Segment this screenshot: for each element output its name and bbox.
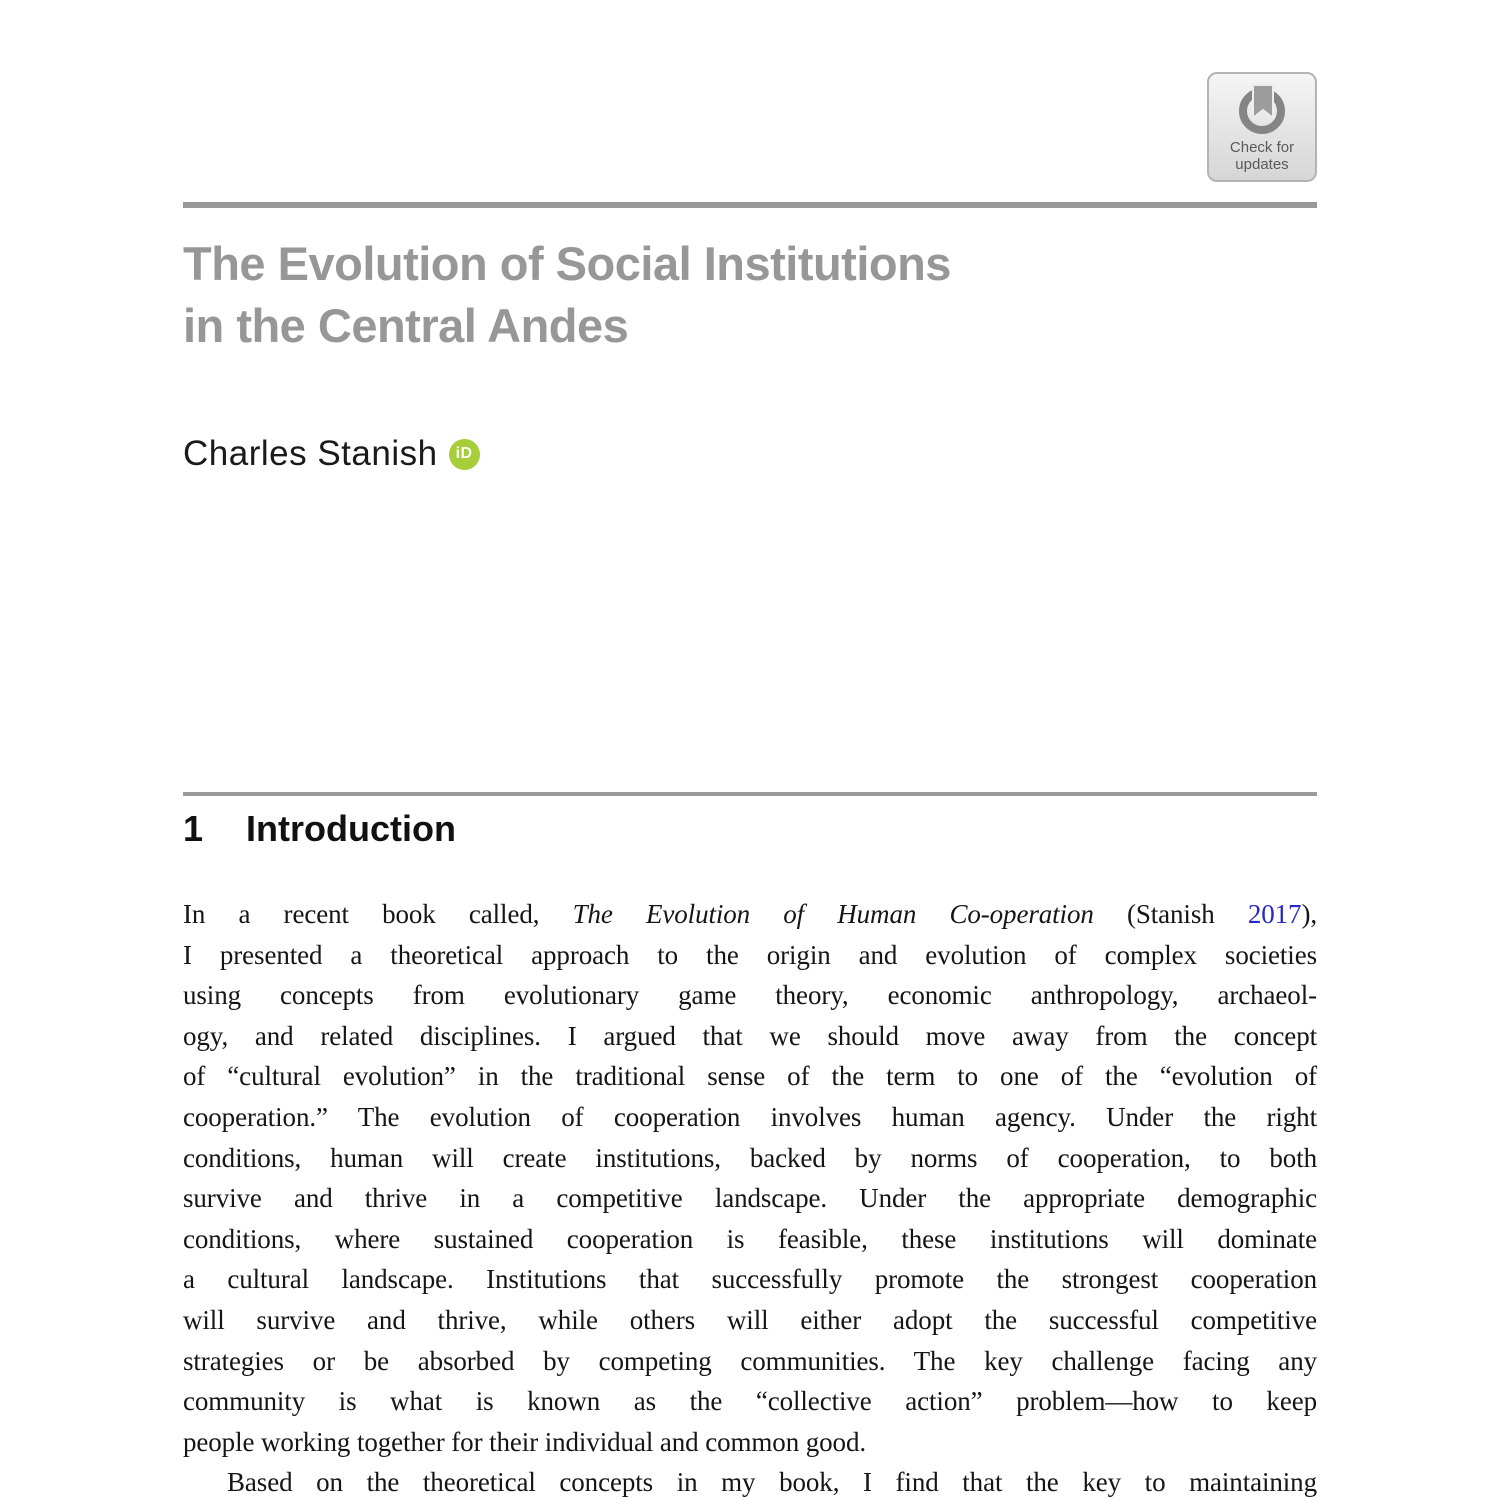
top-divider xyxy=(183,202,1317,208)
introduction-body xyxy=(183,894,1317,1500)
body-line: I presented a theoretical approach to the origin and evolution of complex societies xyxy=(183,939,1317,970)
check-for-updates-badge[interactable] xyxy=(1207,72,1317,182)
paper-title-line1: The Evolution of Social Institutions xyxy=(183,237,951,290)
section-heading xyxy=(183,808,456,850)
body-line: will survive and thrive, while others will either adopt the successful competitive xyxy=(183,1304,1317,1335)
body-line: conditions, where sustained cooperation is feasible, these institutions will dominate xyxy=(183,1223,1317,1254)
author-name: Charles Stanish xyxy=(183,434,438,473)
body-line: survive and thrive in a competitive landscape. Under the appropriate demographic xyxy=(183,1183,1317,1214)
body-line: using concepts from evolutionary game theory, economic anthropology, archaeol- xyxy=(183,980,1317,1011)
section-divider xyxy=(183,792,1317,796)
paper-title-line2: in the Central Andes xyxy=(183,299,629,352)
orcid-icon[interactable]: iD xyxy=(449,439,480,470)
body-line: community is what is known as the “collective action” problem—how to keep xyxy=(183,1386,1317,1417)
section-number: 1 xyxy=(183,808,204,849)
body-line: of “cultural evolution” in the traditional sense of the term to one of the “evolution of xyxy=(183,1061,1317,1092)
body-text-segment: ), xyxy=(1301,899,1317,929)
body-line: people working together for their individual and common good. xyxy=(183,1426,866,1457)
badge-label-line2: updates xyxy=(1235,156,1289,173)
body-line: ogy, and related disciplines. I argued that we should move away from the concept xyxy=(183,1020,1317,1051)
book-title-italic: The Evolution of Human Co-operation xyxy=(572,899,1094,929)
body-line: a cultural landscape. Institutions that successfully promote the strongest cooperation xyxy=(183,1264,1317,1295)
body-text-segment: In a recent book called, xyxy=(183,899,573,929)
citation-year-link[interactable]: 2017 xyxy=(1247,899,1302,929)
body-text-segment: (Stanish xyxy=(1093,899,1248,929)
body-line: strategies or be absorbed by competing communities. The key challenge facing any xyxy=(183,1345,1317,1376)
body-line xyxy=(183,894,1317,935)
body-line: conditions, human will create institutions, backed by norms of cooperation, to both xyxy=(183,1142,1317,1173)
section-title: Introduction xyxy=(246,808,456,849)
body-line: Based on the theoretical concepts in my book, I find that the key to maintaining xyxy=(227,1467,1317,1498)
crossmark-bookmark-icon xyxy=(1234,81,1290,137)
author-row xyxy=(183,434,480,474)
badge-label-line1: Check for xyxy=(1229,139,1295,156)
paper-title xyxy=(183,233,1383,357)
badge-label xyxy=(1230,139,1294,173)
body-line: cooperation.” The evolution of cooperation involves human agency. Under the right xyxy=(183,1101,1317,1132)
